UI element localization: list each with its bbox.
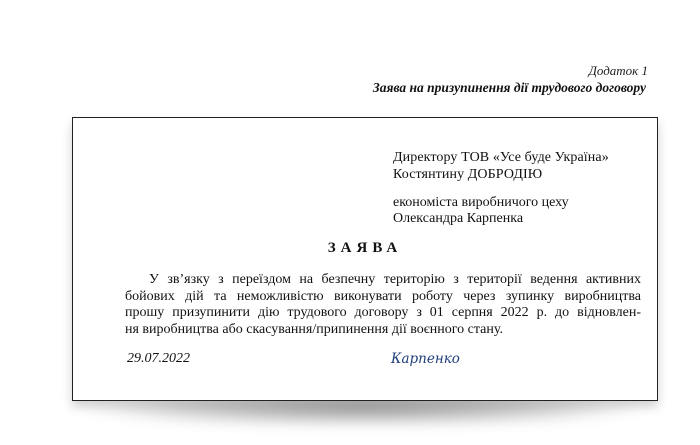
addressee-line: Костянтину ДОБРОДІЮ	[393, 167, 543, 182]
application-body	[125, 272, 641, 338]
annex-title: Заява на призупинення дії трудового договору	[372, 80, 646, 95]
document-title: ЗАЯВА	[327, 240, 403, 256]
body-line: бойових дій та неможливістю виконувати роботу через зупинку виробництва	[125, 288, 641, 304]
sender-line: Олександра Карпенка	[393, 211, 524, 226]
addressee-line: Директору ТОВ «Усе буде Україна»	[393, 150, 609, 165]
application-date: 29.07.2022	[127, 351, 190, 366]
body-line: прошу призупинити дію трудового договору з 01 серпня 2022 р. до відновлен-	[125, 305, 641, 320]
signature: Карпенко	[391, 351, 460, 367]
sender-line: економіста виробничого цеху	[393, 195, 569, 210]
body-line: ня виробництва або скасування/припинення дії воєнного стану.	[125, 321, 503, 337]
application-document	[72, 117, 658, 401]
addressee-block	[393, 149, 609, 183]
annex-label: Додаток 1	[588, 63, 648, 78]
sender-block	[393, 195, 569, 227]
body-line: У зв’язку з переїздом на безпечну територію з території ведення активних	[149, 272, 641, 287]
